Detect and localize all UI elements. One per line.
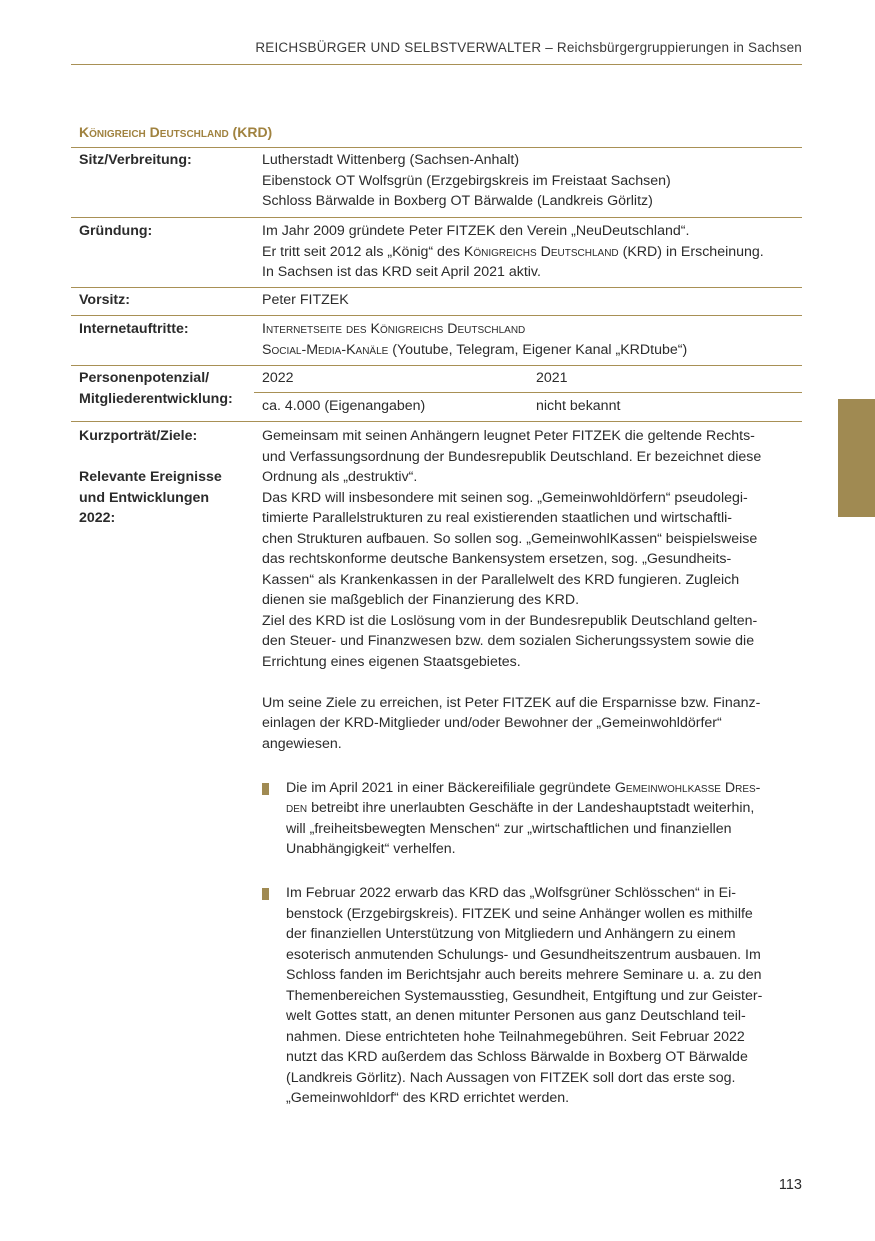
running-header [71,40,802,65]
text-line: Schloss fanden im Berichtsjahr auch bereits mehrere Seminare u. a. zu den [286,967,762,983]
running-header-title: REICHSBÜRGER UND SELBSTVERWALTER – Reichsbürgergruppierungen in Sachsen [255,40,802,55]
kurz-label-line: Kurzporträt/Ziele: [79,428,198,444]
personen-sub-rule [254,392,802,393]
text-line: den Steuer- und Finanzwesen bzw. dem sozialen Sicherungssystem sowie die [262,633,755,649]
page-number: 113 [778,1177,802,1193]
year-2021: 2021 [536,370,568,386]
gruendung-line [262,242,794,263]
text-line: Kassen“ als Krankenkassen in der Parallelwelt des KRD fungieren. Zugleich [262,571,740,588]
row-kurz-label [79,426,222,529]
text-line: Gemeinsam mit seinen Anhängern leugnet Peter FITZEK die geltende Rechts- [262,428,755,444]
row-kurz [71,426,802,1126]
text-line: esoterisch anmutenden Schulungs- und Gesundheitszentrum ausbauen. Im [286,946,761,963]
org-name-smallcaps: den [286,800,308,816]
text-line: benstock (Erzgebirgskreis). FITZEK und seine Anhänger wollen es mithilfe [286,905,753,922]
text-line: das rechtskonforme deutsche Bankensystem ersetzen, sog. „Gesundheits- [262,551,732,567]
kurz-label-line: 2022: [79,510,116,526]
text-line: und Verfassungsordnung der Bundesrepublik Deutschland. Er bezeichnet diese [262,448,762,465]
text-span: (KRD) in Erscheinung. [618,243,764,260]
personen-label-line: Mitgliederentwicklung: [79,390,233,407]
year-2022: 2022 [262,370,294,386]
row-sitz [71,150,802,218]
kurz-label-line: Relevante Ereignisse [79,469,222,485]
row-kurz-value [262,426,794,1109]
text-line [286,798,794,819]
org-name-smallcaps: Königreichs Deutschland [463,243,619,260]
paragraph-spacer [262,754,794,775]
text-line: timierte Parallelstrukturen zu real existierenden staatlichen und wirtschaftli- [262,510,732,526]
section-title: Königreich Deutschland (KRD) [79,124,273,140]
row-personen-label [79,368,233,409]
text-line: (Landkreis Görlitz). Nach Aussagen von FITZEK soll dort das erste sog. [286,1069,736,1086]
internet-social [262,340,794,361]
row-sitz-label: Sitz/Verbreitung: [79,152,192,168]
gruendung-line: In Sachsen ist das KRD seit April 2021 aktiv. [262,264,541,280]
text-line: Das KRD will insbesondere mit seinen sog. „Gemeinwohldörfern“ pseudolegi- [262,489,748,506]
text-line: einlagen der KRD-Mitglieder und/oder Bewohner der „Gemeinwohldörfer“ [262,715,722,731]
text-span: Er tritt seit 2012 als „König“ des [262,243,464,260]
kurz-paragraph-1 [262,426,794,672]
kurz-paragraph-2 [262,693,794,755]
bullet-square-icon [262,783,269,795]
value-2022: ca. 4.000 (Eigenangaben) [262,398,426,414]
text-span: Die im April 2021 in einer Bäckereifiliale gegründete [286,779,615,796]
row-sitz-value [262,150,794,212]
text-line: chen Strukturen aufbauen. So sollen sog. „GemeinwohlKassen“ beispielsweise [262,530,758,547]
text-line: Themenbereichen Systemausstieg, Gesundheit, Entgiftung und zur Geister- [286,987,763,1004]
text-span: (Youtube, Telegram, Eigener Kanal „KRDtube“) [388,341,688,358]
text-line: Im Februar 2022 erwarb das KRD das „Wolfsgrüner Schlösschen“ in Ei- [286,885,736,901]
internet-website: Internetseite des Königreichs Deutschland [262,321,526,337]
row-internet-label: Internetauftritte: [79,321,189,337]
org-name-smallcaps: Gemeinwohlkasse Dres- [614,779,761,796]
bullet-item-2 [262,883,794,1109]
paragraph-spacer [262,860,794,881]
sitz-line: Lutherstadt Wittenberg (Sachsen-Anhalt) [262,152,520,168]
row-gruendung [71,221,802,288]
row-vorsitz-value: Peter FITZEK [262,292,349,308]
text-line: Errichtung eines eigenen Staatsgebietes. [262,653,521,670]
text-line: dienen sie maßgeblich der Finanzierung des KRD. [262,592,580,608]
text-span: betreibt ihre unerlaubten Geschäfte in der Landeshauptstadt weiterhin, [307,800,755,816]
paragraph-spacer [262,672,794,693]
text-line: „Gemeinwohldorf“ des KRD errichtet werden. [286,1090,570,1106]
text-line: will „freiheitsbewegten Menschen“ zur „wirtschaftlichen und finanziellen [286,820,732,837]
text-line: Um seine Ziele zu erreichen, ist Peter FITZEK auf die Ersparnisse bzw. Finanz- [262,694,761,711]
social-media-smallcaps: Social-Media-Kanäle [262,341,389,358]
row-personen [71,368,802,422]
text-line: angewiesen. [262,735,342,752]
text-line: der finanziellen Unterstützung von Mitgliedern und Anhängern zu einem [286,926,736,942]
bullet-square-icon [262,888,269,900]
gruendung-line: Im Jahr 2009 gründete Peter FITZEK den Verein „NeuDeutschland“. [262,223,690,239]
chapter-side-tab [838,399,875,517]
row-vorsitz-label: Vorsitz: [79,292,130,308]
kurz-label-line: und Entwicklungen [79,489,210,506]
row-internet-value [262,319,794,360]
personen-label-line: Personenpotenzial/ [79,370,210,386]
row-gruendung-label: Gründung: [79,223,153,239]
row-internet [71,319,802,366]
row-gruendung-value [262,221,794,283]
sitz-line: Schloss Bärwalde in Boxberg OT Bärwalde (Landkreis Görlitz) [262,193,653,209]
text-line: Ordnung als „destruktiv“. [262,469,418,485]
text-line: nutzt das KRD außerdem das Schloss Bärwalde in Boxberg OT Bärwalde [286,1049,748,1065]
sitz-line: Eibenstock OT Wolfsgrün (Erzgebirgskreis im Freistaat Sachsen) [262,172,671,189]
bullet-item-1 [262,778,794,860]
text-line: Ziel des KRD ist die Loslösung vom in der Bundesrepublik Deutschland gelten- [262,612,758,629]
row-vorsitz [71,290,802,316]
text-line [286,778,794,799]
text-line: nahmen. Diese entrichteten hohe Teilnahmegebühren. Seit Februar 2022 [286,1028,745,1045]
label-spacer [79,447,222,468]
table-top-rule [71,147,802,148]
text-line: welt Gottes statt, an denen mitunter Personen aus ganz Deutschland teil- [286,1008,746,1024]
value-2021: nicht bekannt [536,398,621,414]
text-line: Unabhängigkeit“ verhelfen. [286,841,456,857]
